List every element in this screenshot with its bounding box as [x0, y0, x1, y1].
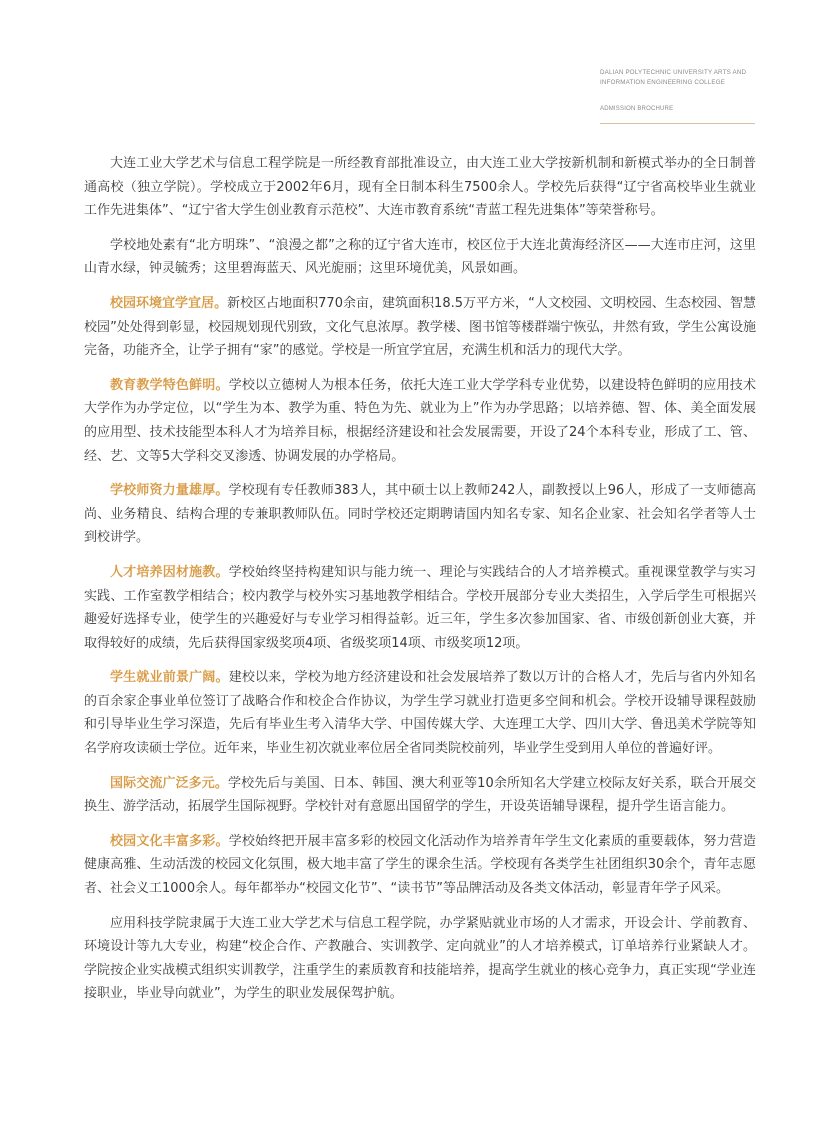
paragraph-text: 应用科技学院隶属于大连工业大学艺术与信息工程学院，办学紧贴就业市场的人才需求，开设会计、学前教育、环境设计等九大专业，构建“校企合作、产教融合、实训教学、定向就业”的人才培养模式，订单培养行业紧缺人才。学院按企业实战模式组织实训教学，注重学生的素质教育和技能培养，提高学生就业的核心竞争力，真正实现“学业连接职业，毕业导向就业”，为学生的职业发展保驾护航。 [84, 915, 756, 1002]
paragraph-campus [84, 292, 756, 363]
paragraph-heading: 国际交流广泛多元。 [110, 775, 229, 791]
paragraph-talent [84, 561, 756, 655]
paragraph-heading: 校园文化丰富多彩。 [110, 833, 229, 849]
school-name-en: DALIAN POLYTECHNIC UNIVERSITY ARTS AND INFORMATION ENGINEERING COLLEGE [600, 69, 747, 86]
paragraph-culture [84, 830, 756, 901]
paragraph-applied-tech [84, 912, 756, 1006]
paragraph-heading: 人才培养因材施教。 [110, 564, 229, 580]
paragraph-international [84, 772, 756, 819]
header-divider [600, 123, 755, 124]
paragraph-text: 新校区占地面积770余亩，建筑面积18.5万平方米，“人文校园、文明校园、生态校园、智慧校园”处处得到彰显，校园规划现代别致，文化气息浓厚。教学楼、图书馆等楼群端宁恢弘，井然有致，学生公寓设施完备，功能齐全，让学子拥有“家”的感觉。学校是一所宜学宜居，充满生机和活力的现代大学。 [84, 295, 756, 359]
paragraph-employment [84, 666, 756, 760]
paragraph-text: 学校始终坚持构建知识与能力统一、理论与实践结合的人才培养模式。重视课堂教学与实习实践、工作室教学相结合；校内教学与校外实习基地教学相结合。学校开展部分专业大类招生，入学后学生可根据兴趣爱好选择专业，使学生的兴趣爱好与专业学习相得益彰。近三年，学生多次参加国家、省、市级创新创业大赛，并取得较好的成绩，先后获得国家级奖项4项、省级奖项14项、市级奖项12项。 [84, 564, 756, 651]
paragraph-heading: 校园环境宜学宜居。 [110, 295, 228, 311]
body-text [84, 152, 756, 1017]
paragraph-text: 学校以立德树人为根本任务，依托大连工业大学学科专业优势，以建设特色鲜明的应用技术大学作为办学定位，以“学生为本、教学为重、特色为先、就业为上”作为办学思路；以培养德、智、体、美全面发展的应用型、技术技能型本科人才为培养目标，根据经济建设和社会发展需要，开设了24个本科专业，形成了工、管、经、艺、文等5大学科交叉渗透、协调发展的办学格局。 [84, 377, 756, 464]
paragraph-location [84, 234, 756, 281]
paragraph-heading: 学生就业前景广阔。 [110, 670, 229, 686]
document-type: ADMISSION BROCHURE [600, 106, 674, 112]
paragraph-text: 学校先后与美国、日本、韩国、澳大利亚等10余所知名大学建立校际友好关系，联合开展交换生、游学活动，拓展学生国际视野。学校针对有意愿出国留学的学生，开设英语辅导课程，提升学生语言能力。 [84, 775, 756, 815]
paragraph-text: 学校地处素有“北方明珠”、“浪漫之都”之称的辽宁省大连市，校区位于大连北黄海经济区——大连市庄河，这里山青水绿，钟灵毓秀；这里碧海蓝天、风光旎丽；这里环境优美，风景如画。 [84, 237, 756, 277]
paragraph-intro [84, 152, 756, 223]
page-header [600, 68, 760, 124]
paragraph-text: 建校以来，学校为地方经济建设和社会发展培养了数以万计的合格人才，先后与省内外知名的百余家企事业单位签订了战略合作和校企合作协议，为学生学习就业打造更多空间和机会。学校开设辅导课程鼓励和引导毕业生学习深造，先后有毕业生考入清华大学、中国传媒大学、大连理工大学、四川大学、鲁迅美术学院等知名学府攻读硕士学位。近年来，毕业生初次就业率位居全省同类院校前列，毕业学生受到用人单位的普遍好评。 [84, 670, 756, 757]
paragraph-faculty [84, 479, 756, 550]
paragraph-text: 学校现有专任教师383人，其中硕士以上教师242人，副教授以上96人，形成了一支师德高尚、业务精良、结构合理的专兼职教师队伍。同时学校还定期聘请国内知名专家、知名企业家、社会知名学者等人士到校讲学。 [84, 483, 756, 546]
paragraph-teaching [84, 374, 756, 468]
paragraph-heading: 教育教学特色鲜明。 [110, 377, 229, 393]
paragraph-text: 大连工业大学艺术与信息工程学院是一所经教育部批准设立，由大连工业大学按新机制和新模式举办的全日制普通高校（独立学院）。学校成立于2002年6月，现有全日制本科生7500余人。学校先后获得“辽宁省高校毕业生就业工作先进集体”、“辽宁省大学生创业教育示范校”、大连市教育系统“青蓝工程先进集体”等荣誉称号。 [84, 156, 756, 219]
paragraph-text: 学校始终把开展丰富多彩的校园文化活动作为培养青年学生文化素质的重要载体，努力营造健康高雅、生动活泼的校园文化氛围，极大地丰富了学生的课余生活。学校现有各类学生社团组织30余个，青年志愿者、社会义工1000余人。每年都举办“校园文化节”、“读书节”等品牌活动及各类文体活动，彰显青年学子风采。 [84, 833, 756, 897]
paragraph-heading: 学校师资力量雄厚。 [110, 483, 229, 499]
